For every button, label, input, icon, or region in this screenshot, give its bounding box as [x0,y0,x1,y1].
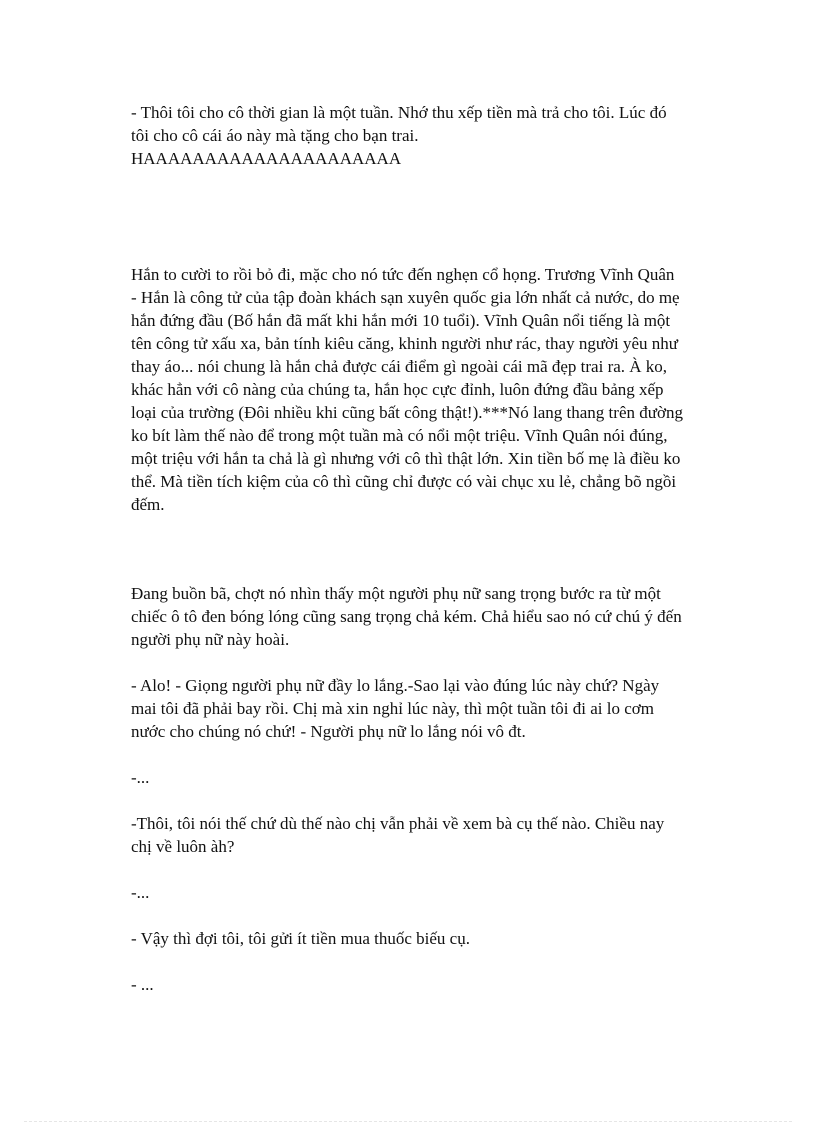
paragraph-ellipsis-3: - ... [131,975,154,994]
paragraph-vinh-quan-intro: Hắn to cười to rồi bỏ đi, mặc cho nó tức đến nghẹn cổ họng. Trương Vĩnh Quân - Hắn là công tử của tập đoàn khách sạn xuyên quốc gia lớn nhất cả nước, do mẹ hắn đứng đầu (Bố hắn đã mất khi hắn mới 10 tuổi). Vĩnh Quân nổi tiếng là một tên công tử xấu xa, bản tính kiêu căng, khinh người như rác, thay người yêu như thay áo... nói chung là hắn chả được cái điểm gì ngoài cái mã đẹp trai ra. À ko, khác hẳn với cô nàng của chúng ta, hắn học cực đỉnh, luôn đứng đầu bảng xếp loại của trường (Đôi nhiều khi cũng bất công thật!).***Nó lang thang trên đường ko bít làm thế nào để trong một tuần mà có nổi một triệu. Vĩnh Quân nói đúng, một triệu với hắn ta chả là gì nhưng với cô thì thật lớn. Xin tiền bố mẹ là điều ko thể. Mà tiền tích kiệm của cô thì cũng chỉ được có vài chục xu lẻ, chẳng bõ ngồi đếm. [131,265,683,514]
paragraph-phone-call: - Alo! - Giọng người phụ nữ đầy lo lắng.-Sao lại vào đúng lúc này chứ? Ngày mai tôi đã phải bay rồi. Chị mà xin nghỉ lúc này, thì một tuần tôi đi ai lo cơm nước cho chúng nó chứ! - Người phụ nữ lo lắng nói vô đt. [131,676,660,741]
paragraph-ellipsis-1: -... [131,768,150,787]
paragraph-ellipsis-2: -... [131,883,150,902]
page-bottom-divider [24,1121,792,1122]
paragraph-rich-woman: Đang buồn bã, chợt nó nhìn thấy một người phụ nữ sang trọng bước ra từ một chiếc ô tô đen bóng lóng cũng sang trọng chả kém. Chả hiểu sao nó cứ chú ý đến người phụ nữ này hoài. [131,584,682,649]
paragraph-threat: - Thôi tôi cho cô thời gian là một tuần. Nhớ thu xếp tiền mà trả cho tôi. Lúc đó tôi cho cô cái áo này mà tặng cho bạn trai. HAAAAAAAAAAAAAAAAAAAAA [131,103,667,168]
paragraph-go-home: -Thôi, tôi nói thế chứ dù thế nào chị vẫn phải về xem bà cụ thế nào. Chiều nay chị về luôn àh? [131,814,665,856]
paragraph-send-money: - Vậy thì đợi tôi, tôi gửi ít tiền mua thuốc biếu cụ. [131,929,470,948]
